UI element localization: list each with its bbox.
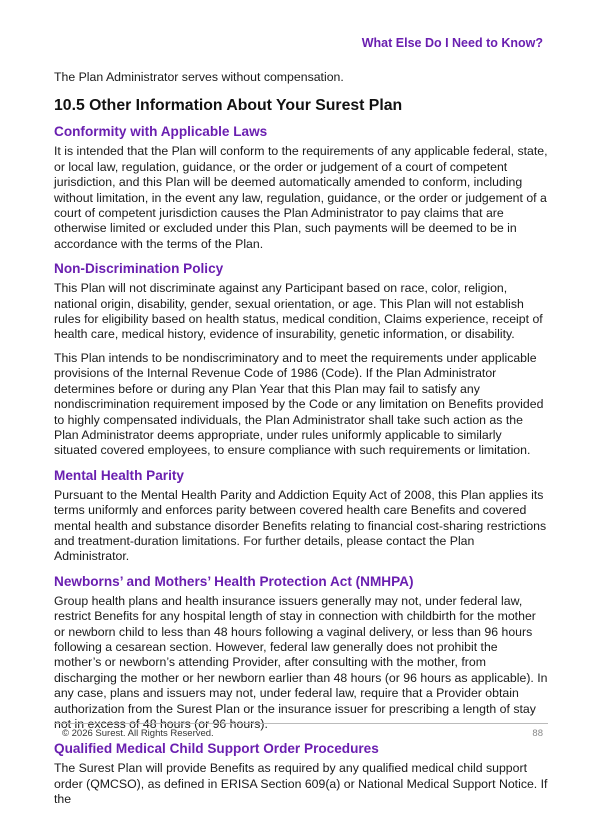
subsection-heading: Conformity with Applicable Laws [54,124,268,140]
subsection-conformity [54,123,548,252]
subsection-heading: Qualified Medical Child Support Order Procedures [54,741,379,757]
subsection-heading: Non-Discrimination Policy [54,261,224,277]
subsection-qmcso [54,740,548,807]
paragraph: This Plan intends to be nondiscriminatory and to meet the requirements under applicable provisions of the Internal Revenue Code of 1986 (Code). If the Plan Administrator determines before or during any Plan Year that this Plan may fail to satisfy any nondiscrimination requirement imposed by the Code or any limitation on Benefits provided to highly compensated individuals, the Plan Administrator shall take such action as the Plan Administrator deems appropriate, under rules uniformly applicable to similarly situated covered employees, to ensure compliance with such requirements or limitation. [54,350,544,458]
paragraph: Group health plans and health insurance issuers generally may not, under federal law, restrict Benefits for any hospital length of stay in connection with childbirth for the mother or newborn child to less than 48 hours following a vaginal delivery, or less than 96 hours following a cesarean section. However, federal law generally does not prohibit the mother’s or newborn’s attending Provider, after consulting with the mother, from discharging the mother or her newborn earlier than 48 hours (or 96 hours as applicable). In any case, plans and issuers may not, under federal law, require that a Provider obtain authorization from the Surest Plan or the insurance issuer for prescribing a length of stay not in excess of 48 hours (or 96 hours). [54,593,548,731]
paragraph: This Plan will not discriminate against any Participant based on race, color, religion, national origin, disability, gender, sexual orientation, or age. This Plan will not establish rules for eligibility based on health status, medical condition, Claims experience, receipt of health care, medical history, evidence of insurability, genetic information, or disability. [54,281,543,342]
running-header: What Else Do I Need to Know? [361,36,543,50]
page-content [54,70,548,816]
subsection-nmhpa [54,573,548,733]
paragraph: Pursuant to the Mental Health Parity and Addiction Equity Act of 2008, this Plan applies its terms uniformly and enforces parity between covered health care Benefits and covered mental health and substance disorder Benefits relating to financial cost-sharing restrictions and treatment-duration limitations. For further details, please contact the Plan Administrator. [54,487,547,564]
paragraph: It is intended that the Plan will conform to the requirements of any applicable federal, state, or local law, regulation, guidance, or the order or judgement of a court of competent jurisdiction, and this Plan will be deemed automatically amended to conform, including without limitation, in the event any law, regulation, guidance, or the order or judgement of a court of competent jurisdiction causes the Plan Administrator to pay claims that are otherwise limited or excluded under this Plan, such payments will be deemed to be in accordance with the terms of the Plan. [54,144,548,251]
page-number: 88 [532,728,543,739]
subsection-non-discrimination [54,260,548,458]
section-heading: 10.5 Other Information About Your Surest Plan [54,97,403,115]
paragraph: The Surest Plan will provide Benefits as required by any qualified medical child support order (QMCSO), as defined in ERISA Section 609(a) or National Medical Support Notice. If the [54,761,548,807]
footer-copyright: © 2026 Surest. All Rights Reserved. [62,728,214,739]
subsection-mental-health-parity [54,467,548,565]
footer-divider [54,723,548,724]
subsection-heading: Newborns’ and Mothers’ Health Protection Act (NMHPA) [54,573,414,589]
subsection-heading: Mental Health Parity [54,467,184,483]
intro-paragraph: The Plan Administrator serves without compensation. [54,70,344,84]
